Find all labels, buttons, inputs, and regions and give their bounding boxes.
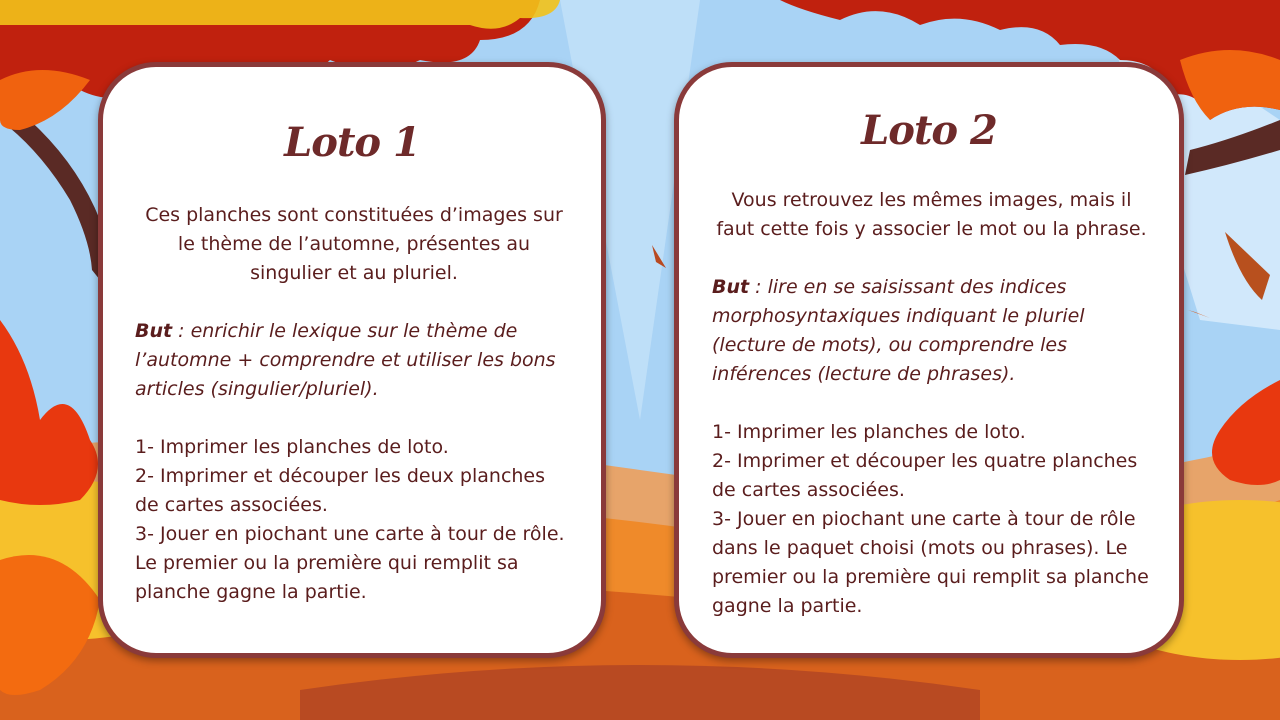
loto-2-body [712,186,1151,621]
loto-2-steps [712,418,1151,621]
loto-1-body [135,201,573,607]
loto-2-goal-text: : lire en se saisissant des indices morphosyntaxiques indiquant le pluriel (lecture de mots), ou comprendre les inférences (lecture de phrases). [712,276,1085,385]
loto-2-step-2: 2- Imprimer et découper les quatre planches de cartes associées. [712,450,1138,501]
loto-1-step-1: 1- Imprimer les planches de loto. [135,436,449,458]
loto-1-step-2: 2- Imprimer et découper les deux planches de cartes associées. [135,465,546,516]
loto-2-step-3: 3- Jouer en piochant une carte à tour de rôle dans le paquet choisi (mots ou phrases). Le premier ou la première qui remplit sa planche gagne la partie. [712,508,1149,617]
loto-2-card [674,62,1184,658]
loto-1-goal [135,317,573,404]
loto-2-title: Loto 2 [861,107,997,154]
loto-1-intro: Ces planches sont constituées d’images sur le thème de l’automne, présentes au singulier et au pluriel. [145,204,563,284]
loto-2-step-1: 1- Imprimer les planches de loto. [712,421,1026,443]
loto-2-intro: Vous retrouvez les mêmes images, mais il faut cette fois y associer le mot ou la phrase. [716,189,1147,240]
loto-1-goal-label: But [135,320,173,342]
loto-1-goal-text: : enrichir le lexique sur le thème de l’automne + comprendre et utiliser les bons articles (singulier/pluriel). [135,320,556,400]
loto-1-title: Loto 1 [284,119,420,166]
loto-1-card [98,62,606,658]
loto-1-steps [135,433,573,607]
loto-2-goal-label: But [712,276,750,298]
loto-1-step-3: 3- Jouer en piochant une carte à tour de rôle. Le premier ou la première qui remplit sa planche gagne la partie. [135,523,565,603]
loto-2-goal [712,273,1151,389]
